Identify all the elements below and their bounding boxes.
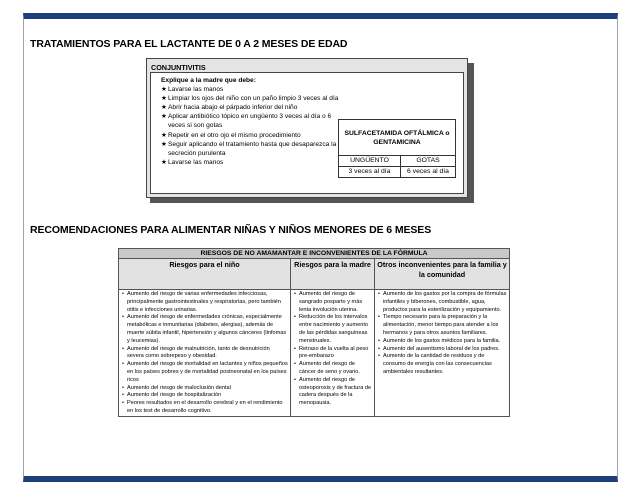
instruction-item xyxy=(161,140,339,158)
risk-text: Aumento del riesgo de enfermedades crónicas, especialmente metabólicas e inmunitarias (diabetes, alergias), además de muerte súbita infantil, hipertensión y algunos cánceres (linfomas y leucemias). xyxy=(127,314,287,344)
star-bullet-icon: ★ xyxy=(161,95,167,103)
instruction-text: Lavarse las manos xyxy=(168,158,224,166)
column-body-child xyxy=(119,290,291,417)
risk-text: Aumento del riesgo de mortalidad en lactantes y niños pequeños en los países pobres y de mortalidad postneonatal en los países ricos xyxy=(127,361,288,383)
risk-text: Aumento del riesgo de maloclusión dental xyxy=(127,384,231,391)
ointment-dose: 3 veces al día xyxy=(339,167,401,178)
drug-table xyxy=(338,119,456,178)
section-title-recommendations: RECOMENDACIONES PARA ALIMENTAR NIÑAS Y NIÑOS MENORES DE 6 MESES xyxy=(30,224,432,236)
risk-text: Aumento de los gastos por la compra de fórmulas infantiles y biberones, combustible, agua, productos para la esterilización y equipamiento. xyxy=(383,291,507,313)
risk-item xyxy=(377,353,507,376)
column-body-mother xyxy=(291,290,375,417)
bullet-icon: • xyxy=(122,361,124,368)
risk-item xyxy=(377,338,507,346)
star-bullet-icon: ★ xyxy=(161,104,167,112)
risk-item xyxy=(121,361,288,384)
risk-item xyxy=(121,346,288,362)
risk-item xyxy=(121,385,288,393)
star-bullet-icon: ★ xyxy=(161,131,167,139)
ointment-header: UNGÜENTO xyxy=(339,156,401,167)
bullet-icon: • xyxy=(378,353,380,360)
section-title-treatments: TRATAMIENTOS PARA EL LACTANTE DE 0 A 2 MESES DE EDAD xyxy=(30,38,348,50)
instruction-item xyxy=(161,85,339,94)
bullet-icon: • xyxy=(122,314,124,321)
risk-text: Aumento del ausentismo laboral de los padres. xyxy=(383,345,500,352)
risk-item xyxy=(293,314,372,345)
bullet-icon: • xyxy=(378,291,380,297)
risk-text: Aumento de los gastos médicos para la familia. xyxy=(383,337,501,344)
risk-item xyxy=(293,291,372,314)
drops-dose: 6 veces al día xyxy=(400,167,455,178)
star-bullet-icon: ★ xyxy=(161,113,167,121)
risk-item xyxy=(121,291,288,314)
risk-item xyxy=(121,392,288,400)
risk-item xyxy=(121,400,288,416)
bullet-icon: • xyxy=(294,345,296,352)
bullet-icon: • xyxy=(294,376,296,383)
bullet-icon: • xyxy=(122,400,124,407)
risk-text: Aumento del riesgo de malnutrición, tanto de desnutrición severa como sobrepeso y obesidad. xyxy=(127,345,270,360)
risk-item xyxy=(293,361,372,377)
risk-text: Tiempo necesario para la preparación y la alimentación, menor tiempo para atender a los hermanos y para otros asuntos familiares. xyxy=(383,314,499,336)
risk-table xyxy=(118,248,510,417)
star-bullet-icon: ★ xyxy=(161,158,167,166)
instruction-text: Abrir hacia abajo el párpado inferior del niño xyxy=(168,104,298,112)
risk-text: Aumento del riesgo de hospitalización xyxy=(127,392,222,399)
risk-text: Aumento del riesgo de cáncer de seno y ovario. xyxy=(299,361,360,375)
column-body-family xyxy=(375,290,510,417)
conjunctivitis-title: CONJUNTIVITIS xyxy=(151,63,206,72)
bullet-icon: • xyxy=(378,314,380,321)
risk-text: Peores resultados en el desarrollo cerebral y en el rendimiento en los test de desarrollo cognitivo. xyxy=(127,400,283,414)
bullet-icon: • xyxy=(294,291,296,297)
instructions-lead: Explique a la madre que debe: xyxy=(161,77,256,84)
bullet-icon: • xyxy=(122,392,124,399)
risk-text: Aumento del riesgo de osteoporosis y de fractura de cadera después de la menopausia. xyxy=(299,376,372,407)
risk-text: Aumento de la cantidad de residuos y de consumo de energía con las consecuencias ambientales resultantes. xyxy=(383,353,492,375)
instruction-text: Limpiar los ojos del niño con un paño limpio 3 veces al día xyxy=(168,95,339,103)
bullet-icon: • xyxy=(122,345,124,352)
instruction-text: Aplicar antibiótico tópico en ungüento 3 veces al día o 6 veces si son gotas xyxy=(168,113,332,130)
risk-item xyxy=(121,314,288,345)
risk-text: Reducción de los intervalos entre nacimiento y aumento de las pérdidas sanguíneas menstruales. xyxy=(299,314,369,344)
instruction-item xyxy=(161,94,339,103)
risk-item xyxy=(293,377,372,408)
instruction-item xyxy=(161,131,339,140)
column-head-mother: Riesgos para la madre xyxy=(291,259,375,290)
risk-text: Aumento del riesgo de varias enfermedades infecciosas, principalmente gastrointestinales y respiratorias, pero también otitis e infecciones urinarias. xyxy=(127,291,281,313)
instruction-text: Seguir aplicando el tratamiento hasta que desaparezca la secreción purulenta xyxy=(168,140,337,157)
star-bullet-icon: ★ xyxy=(161,86,167,94)
instructions-list xyxy=(161,85,339,167)
conjunctivitis-content xyxy=(150,72,464,194)
star-bullet-icon: ★ xyxy=(161,140,167,148)
bullet-icon: • xyxy=(294,314,296,321)
column-head-child: Riesgos para el niño xyxy=(119,259,291,290)
bullet-icon: • xyxy=(122,384,124,391)
risk-item xyxy=(377,314,507,337)
risk-table-title: RIESGOS DE NO AMAMANTAR E INCONVENIENTES DE LA FÓRMULA xyxy=(119,249,510,259)
instructions xyxy=(161,76,339,167)
instruction-item xyxy=(161,112,339,130)
instruction-text: Repetir en el otro ojo el mismo procedimiento xyxy=(168,131,301,139)
instruction-text: Lavarse las manos xyxy=(168,86,224,94)
bullet-icon: • xyxy=(378,337,380,344)
bullet-icon: • xyxy=(294,361,296,368)
bullet-icon: • xyxy=(122,291,124,297)
instruction-item xyxy=(161,103,339,112)
risk-text: Aumento del riesgo de sangrado posparto y más lenta involución uterina. xyxy=(299,291,363,313)
risk-item xyxy=(293,346,372,362)
instruction-item xyxy=(161,158,339,167)
bullet-icon: • xyxy=(378,345,380,352)
risk-item xyxy=(377,346,507,354)
risk-item xyxy=(377,291,507,314)
risk-text: Retraso de la vuelta al peso pre-embarazo xyxy=(299,345,369,360)
column-head-family: Otros inconvenientes para la familia y la comunidad xyxy=(375,259,510,290)
conjunctivitis-box xyxy=(146,58,468,198)
drops-header: GOTAS xyxy=(400,156,455,167)
drug-name: SULFACETAMIDA OFTÁLMICA o GENTAMICINA xyxy=(339,120,456,156)
